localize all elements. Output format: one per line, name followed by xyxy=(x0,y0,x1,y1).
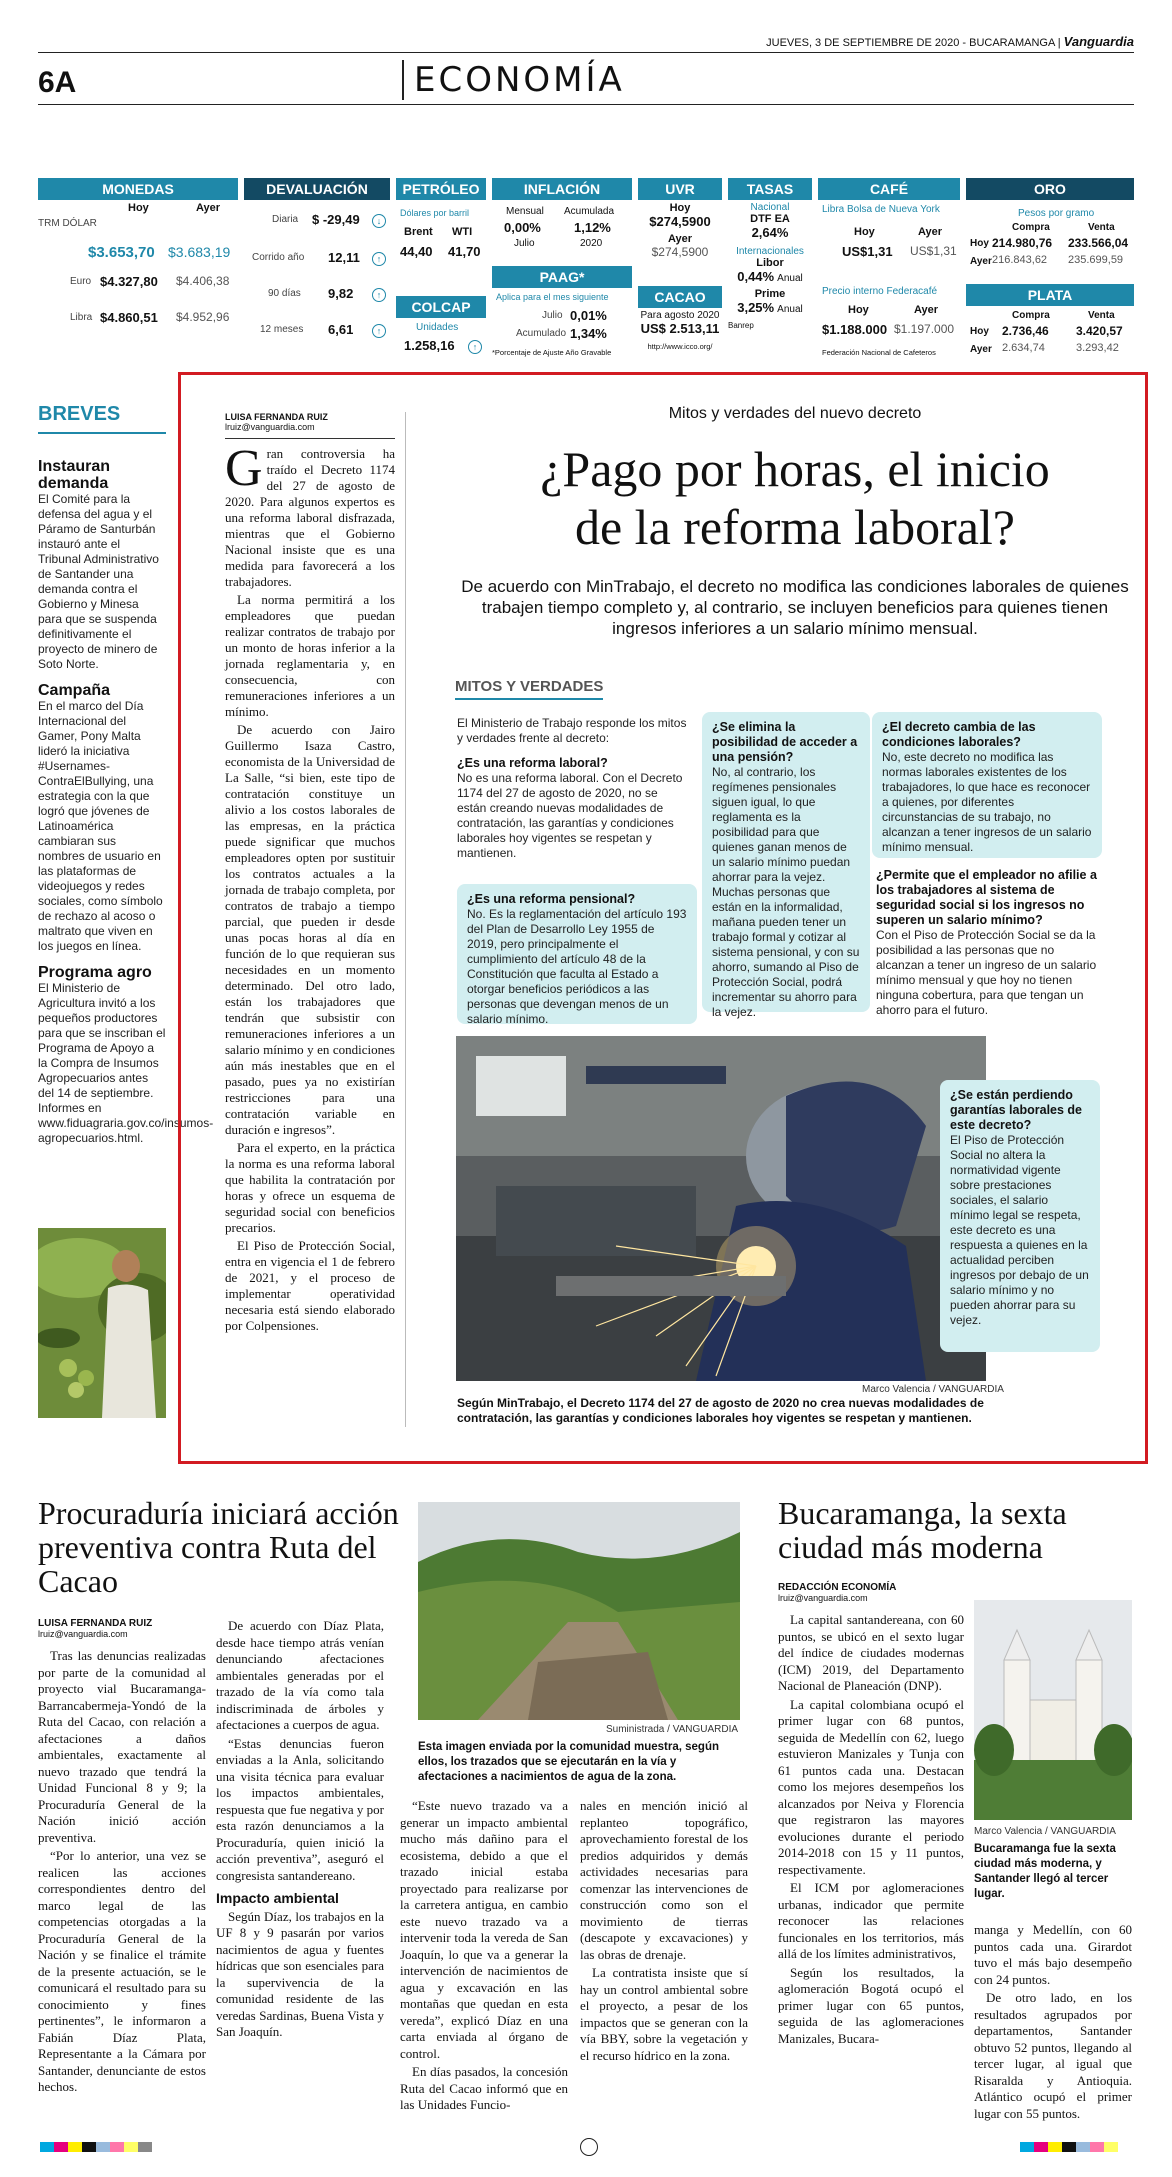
story2-col2 xyxy=(216,1618,384,2043)
question: ¿Permite que el empleador no afilie a los trabajadores al sistema de seguridad social si los ingresos no superen un salario mínimo? xyxy=(876,868,1097,927)
trm-label: TRM DÓLAR xyxy=(38,218,97,229)
dateline: JUEVES, 3 DE SEPTIEMBRE DE 2020 - BUCARAMANGA xyxy=(766,37,1055,49)
colcap-header: COLCAP xyxy=(396,296,486,318)
cacao-sub: Para agosto 2020 xyxy=(640,310,720,321)
qa-afiliacion xyxy=(876,868,1102,1018)
corrido-value: 12,11 xyxy=(328,250,360,265)
qa-box-garantias xyxy=(940,1080,1100,1352)
column-rule xyxy=(405,412,406,1427)
breve-heading: Campaña xyxy=(38,682,111,699)
mensual-value: 0,00% xyxy=(504,220,541,235)
section-title: ECONOMÍA xyxy=(402,60,625,100)
paag-julio-label: Julio xyxy=(542,310,563,321)
qa-box-pension xyxy=(702,712,870,1019)
cafe-int-hoy-label: Hoy xyxy=(848,304,869,316)
plata-hoy-compra: 2.736,46 xyxy=(1002,324,1049,338)
story2-paragraph: nales en mención inició al replanteo topográfico, aprovechamiento forestal de los predios adquiridos y demás actividades necesarias para comenzar las intervenciones de construcción como son el movimiento de tierras (descapote y excavaciones) y las obras de drenaje. xyxy=(580,1798,748,1962)
up-arrow-icon: ↑ xyxy=(372,288,386,302)
story2-paragraph: De acuerdo con Díaz Plata, desde hace tiempo atrás venían denunciando afectaciones ambientales generadas por el trazado de la vía como tala indiscriminada de árboles y afectaciones a cuerpos de agua. xyxy=(216,1618,384,1732)
plata-venta-label: Venta xyxy=(1088,310,1115,321)
cacao-value: US$ 2.513,11 xyxy=(640,321,720,336)
euro-label: Euro xyxy=(70,276,92,287)
uvr-ayer-value: $274,5900 xyxy=(651,245,709,259)
oro-panel xyxy=(966,202,1134,282)
breves-title: BREVES xyxy=(38,403,121,425)
cacao-source: http://www.icco.org/ xyxy=(647,342,713,351)
inflacion-panel xyxy=(492,202,632,262)
story3-author: REDACCIÓN ECONOMÍA xyxy=(778,1582,897,1593)
plata-header: PLATA xyxy=(966,284,1134,306)
wti-label: WTI xyxy=(452,226,473,238)
registration-mark-icon xyxy=(580,2138,598,2156)
brent-value: 44,40 xyxy=(400,244,433,259)
welder-photo xyxy=(456,1036,986,1381)
trm-hoy: $3.653,70 xyxy=(88,244,155,261)
plata-ayer-label: Ayer xyxy=(970,344,992,355)
brand-logo: Vanguardia xyxy=(1063,34,1134,49)
oro-hoy-venta: 233.566,04 xyxy=(1068,236,1129,250)
monedas-hoy-label: Hoy xyxy=(128,202,149,214)
plata-ayer-compra: 2.634,74 xyxy=(1002,342,1045,354)
story3-paragraph: De otro lado, en los resultados agrupados por departamentos, Santander obtuvo 52 puntos, llegando al tercer lugar, al igual que Risaralda y Antioquia. Atlántico ocupó el primer lugar con 55 puntos. xyxy=(974,1990,1132,2121)
monedas-panel xyxy=(38,202,238,362)
answer: No, este decreto no modifica las normas laborales existentes de los trabajadores, lo que hace es reconocer a quienes, por diferentes circunstancias de su trabajo, no alcanzan a tener ingresos de un salario mínimo mensual. xyxy=(882,750,1092,854)
main-paragraph: La norma permitirá a los empleadores que puedan realizar contratos de trabajo por un monto de horas inferior a la jornada reglamentaria y, en consecuencia, con remuneraciones inferiores a un mínimo. xyxy=(225,592,395,719)
story3-paragraph: El ICM por aglomeraciones urbanas, indicador que permite reconocer las relaciones funcionales en los territorios, más allá de los límites administrativos, xyxy=(778,1880,964,1961)
uvr-hoy-value: $274,5900 xyxy=(649,214,711,229)
story3-caption: Bucaramanga fue la sexta ciudad más moderna, y Santander llegó al tercer lugar. xyxy=(974,1843,1116,1900)
paag-header: PAAG* xyxy=(492,266,632,288)
cafe-sub: Libra Bolsa de Nueva York xyxy=(822,204,940,215)
oro-hoy-label: Hoy xyxy=(970,238,989,249)
photo-credit: Marco Valencia / VANGUARDIA xyxy=(862,1384,1004,1395)
question: ¿Es una reforma laboral? xyxy=(457,756,608,770)
question: ¿Se están perdiendo garantías laborales de este decreto? xyxy=(950,1088,1083,1132)
acumulada-value: 1,12% xyxy=(574,220,611,235)
diaria-value: $ -29,49 xyxy=(312,212,360,227)
trm-ayer: $3.683,19 xyxy=(168,244,231,260)
plata-hoy-venta: 3.420,57 xyxy=(1076,324,1123,338)
header-rule xyxy=(38,104,1134,105)
libra-label: Libra xyxy=(70,312,93,323)
story3-byline xyxy=(778,1582,896,1603)
m12-label: 12 meses xyxy=(260,324,304,335)
story2-paragraph: “Estas denuncias fueron enviadas a la Anla, solicitando una visita técnica para evaluar los impactos ambientales, respuesta que fue negativa y por esta razón denunciamos a la Procuraduría, quien inició la acción preventiva”, aseguró el congresista santandereano. xyxy=(216,1735,384,1883)
tasas-source: Banrep xyxy=(728,321,754,330)
mensual-label: Mensual xyxy=(506,206,544,217)
cafe-hoy-value: US$1,31 xyxy=(842,244,893,259)
question: ¿Es una reforma pensional? xyxy=(467,892,636,906)
main-paragraph: El Piso de Protección Social, entra en vigencia el 1 de febrero de 2021, y el proceso de implementar operatividad necesaria está siendo elaborado por Colpensiones. xyxy=(225,1238,395,1333)
headline-line: ¿Pago por horas, el inicio xyxy=(540,441,1050,497)
libor-label: Libor xyxy=(756,257,784,269)
corrido-label: Corrido año xyxy=(252,252,305,263)
story2-subhead: Impacto ambiental xyxy=(216,1890,339,1906)
up-arrow-icon: ↑ xyxy=(372,252,386,266)
story3-paragraph: La capital santandereana, con 60 puntos, se ubicó en el sexto lugar del índice de ciudades modernas (ICM) 2019, del Departamento Nacional de Planeación (DNP). xyxy=(778,1612,964,1693)
story3-paragraph: manga y Medellín, con 60 puntos cada una. Girardot tuvo el más bajo desempeño con 24 puntos. xyxy=(974,1922,1132,1987)
qa-box-pensional xyxy=(457,884,697,1024)
up-arrow-icon: ↑ xyxy=(372,324,386,338)
wti-value: 41,70 xyxy=(448,244,481,259)
cafe-hoy-label: Hoy xyxy=(854,226,875,238)
devaluacion-panel xyxy=(244,202,390,362)
main-headline xyxy=(450,440,1140,556)
color-registration-bar xyxy=(40,2142,152,2152)
answer: No es una reforma laboral. Con el Decreto 1174 del 27 de agosto de 2020, no se están creando nuevas modalidades de contratación, las garantías y condiciones laborales hoy vigentes se respetan y mantienen. xyxy=(457,771,683,860)
paag-julio-value: 0,01% xyxy=(570,308,607,323)
main-email: lruiz@vanguardia.com xyxy=(225,422,315,432)
acumulada-label: Acumulada xyxy=(564,206,615,217)
story2-headline: Procuraduría iniciará acción preventiva contra Ruta del Cacao xyxy=(38,1495,399,1599)
paag-acum-value: 1,34% xyxy=(570,326,607,341)
farmer-photo xyxy=(38,1228,166,1418)
page-number: 6A xyxy=(38,66,77,99)
tasas-panel xyxy=(728,202,812,362)
cacao-header: CACAO xyxy=(638,286,722,308)
story2-col1 xyxy=(38,1648,206,2098)
down-arrow-icon: ↓ xyxy=(372,214,386,228)
dateline-bar: JUEVES, 3 DE SEPTIEMBRE DE 2020 - BUCARAMANGA | Vanguardia xyxy=(38,34,1134,53)
paag-sub: Aplica para el mes siguiente xyxy=(496,292,609,302)
cafe-interno-label: Precio interno Federacafé xyxy=(822,286,938,297)
story2-email: lruiz@vanguardia.com xyxy=(38,1629,128,1639)
petroleo-header: PETRÓLEO xyxy=(396,178,486,200)
mitos-column-1 xyxy=(457,716,687,861)
breves-rule xyxy=(38,432,166,434)
cafe-ayer-label: Ayer xyxy=(918,226,943,238)
breve-text: El Ministerio de Agricultura invitó a los pequeños productores para que se inscriban el Programa de Apoyo a la Compra de Insumos Agropecuarios antes del 14 de septiembre. Informes en www.fiduagraria.gov.co/insumos-agropecuarios.html. xyxy=(38,981,214,1145)
answer: Con el Piso de Protección Social se da la posibilidad a las personas que no alcanzan a tener un ingreso de un salario mínimo mensual y que hoy no tienen ninguna cobertura, para que tengan un ahorro para el futuro. xyxy=(876,928,1097,1017)
story2-paragraph: En días pasados, la concesión Ruta del Cacao informó que en las Unidades Funcio- xyxy=(400,2064,568,2112)
main-paragraph: Para el experto, en la práctica la norma es una reforma laboral que habilita la contratación por horas y ofrece un esquema de seguridad social con beneficios precarios. xyxy=(225,1140,395,1235)
story3-paragraph: Según los resultados, la aglomeración Bogotá ocupó el primer lugar con 65 puntos, seguida de las aglomeraciones Manizales, Bucara- xyxy=(778,1964,964,2046)
plata-compra-label: Compra xyxy=(1012,310,1050,321)
plata-panel xyxy=(966,308,1134,362)
breve-heading: Programa agro xyxy=(38,964,152,981)
story2-photo-credit: Suministrada / VANGUARDIA xyxy=(606,1724,739,1735)
monedas-header: MONEDAS xyxy=(38,178,238,200)
story2-paragraph: Tras las denuncias realizadas por parte de la comunidad al proyecto vial Bucaramanga-Barrancabermeja-Yondó de la Ruta del Cacao, con relación a afectaciones a daños ambientales, exactamente al nuevo trazado que tendrá la Unidad Funcional 8 y 9; la Procuraduría General de la Nación inició acción preventiva. xyxy=(38,1648,206,1845)
story3-photo-credit: Marco Valencia / VANGUARDIA xyxy=(974,1826,1116,1837)
oro-header: ORO xyxy=(966,178,1134,200)
cafe-header: CAFÉ xyxy=(818,178,960,200)
story3-email: lruiz@vanguardia.com xyxy=(778,1593,868,1603)
oro-sub: Pesos por gramo xyxy=(1018,208,1095,219)
breve-text: El Comité para la defensa del agua y el Páramo de Santurbán instauró ante el Tribunal Administrativo de Santander una demanda contra el Gobierno y Minesa para que se suspenda definitivamente el proyecto de minero de Soto Norte. xyxy=(38,492,159,671)
colcap-panel xyxy=(396,320,486,360)
tasas-intl-label: Internacionales xyxy=(736,246,804,257)
dtf-label: DTF EA xyxy=(750,213,790,225)
cafe-int-ayer-value: $1.197.000 xyxy=(894,322,955,336)
inflacion-header: INFLACIÓN xyxy=(492,178,632,200)
main-paragraph: ran controversia ha traído el Decreto 1174 del 27 de agosto de 2020. Para algunos expertos es una reforma laboral disfrazada, mientras que el Gobierno Nacional insiste que es una medida para favorecerá a los trabajadores. xyxy=(225,446,395,589)
question: ¿El decreto cambia de las condiciones laborales? xyxy=(882,720,1036,749)
monedas-ayer-label: Ayer xyxy=(196,202,221,214)
euro-hoy: $4.327,80 xyxy=(100,274,158,289)
story2-paragraph: “Este nuevo trazado va a generar un impacto ambiental mucho más dañino para el ecosistema, debido a que el trazado inicial estaba proyectado para realizarse por la carretera antigua, en cambio este nuevo trazado va a intervenir toda la vereda de San Joaquín, lo que va a generar la intervención de nacimientos de agua y excavación en las montañas que quedan en esta vereda”, explicó Díaz en una carta enviada al órgano de control. xyxy=(400,1798,568,2061)
color-registration-bar xyxy=(1020,2142,1118,2152)
photo-caption: Según MinTrabajo, el Decreto 1174 del 27 de agosto de 2020 no crea nuevas modalidades de contratación, las garantías y condiciones laborales hoy vigentes se respetan y mantienen. xyxy=(457,1396,984,1425)
plata-ayer-venta: 3.293,42 xyxy=(1076,342,1119,354)
main-paragraph: De acuerdo con Jairo Guillermo Isaza Castro, economista de la Universidad de La Salle, “si bien, este tipo de contratación constituye un alivio a los costos laborales de las empresas, en la práctica puede significar que muchos empleadores opten por sustituir los contratos actuales a la jornada de trabajo completa, por contratos de trabajo a tiempo parcial, que pueden ir desde unas pocas horas al día en función de lo que requieran sus necesidades en un momento determinado. Del otro lado, están los trabajadores que tendrán que subsistir con remuneraciones inferiores a un salario mínimo y en condiciones aún más inestables que en el pasado, pues ya no existirían restricciones para una contratación variable en duración e ingresos”. xyxy=(225,722,395,1137)
mitos-intro: El Ministerio de Trabajo responde los mitos y verdades frente al decreto: xyxy=(457,716,687,745)
d90-label: 90 días xyxy=(268,288,301,299)
byline-rule xyxy=(225,438,395,439)
answer: No, al contrario, los regímenes pensionales siguen igual, lo que reglamenta es la posibilidad para que quienes ganan menos de un salario mínimo puedan ahorrar para la vejez. Muchas personas que están en la informalidad, mañana pueden tener un trabajo formal y cotizar al sistema pensional, y con su ahorro, sumando al Piso de Protección Social, podrá incrementar su ahorro para la vejez. xyxy=(712,765,860,1019)
uvr-header: UVR xyxy=(638,178,722,200)
colcap-value: 1.258,16 xyxy=(404,338,455,353)
oro-ayer-venta: 235.699,59 xyxy=(1068,254,1124,266)
tasas-header: TASAS xyxy=(728,178,812,200)
euro-ayer: $4.406,38 xyxy=(176,274,230,288)
brent-label: Brent xyxy=(404,226,433,238)
story3-paragraph: La capital colombiana ocupó el primer lugar con 68 puntos, seguida de Medellín con 62, luego estuvieron Manizales y Tunja con 61 puntos cada una. Destacan como los mejores desempeños los alcanzados por Neiva y Florencia que registraron las mayores evoluciones durante el periodo 2014-2018 con 15 y 11 puntos, respectivamente. xyxy=(778,1696,964,1877)
libor-value: 0,44% xyxy=(737,269,775,284)
prime-unit: Anual xyxy=(777,304,803,315)
dtf-value: 2,64% xyxy=(751,225,789,240)
paag-panel xyxy=(492,290,632,362)
libra-hoy: $4.860,51 xyxy=(100,310,158,325)
story2-caption: Esta imagen enviada por la comunidad muestra, según ellos, los trazados que se ejecutarán en la vía y afectaciones a nacimientos de agua de la zona. xyxy=(418,1741,719,1783)
uvr-ayer-label: Ayer xyxy=(667,233,693,245)
main-author: LUISA FERNANDA RUIZ xyxy=(225,412,328,422)
story2-author: LUISA FERNANDA RUIZ xyxy=(38,1618,153,1629)
breve-text: En el marco del Día Internacional del Gamer, Pony Malta lideró la iniciativa #Usernames-ContraElBullying, una estrategia con la que logró que jóvenes de Latinoamérica cambiaran sus nombres de usuario en las plataformas de videojuegos y redes sociales, como símbolo de rechazo al acoso o maltrato que viven en los juegos en línea. xyxy=(38,699,163,953)
qa-box-condiciones xyxy=(872,712,1102,858)
libor-unit: Anual xyxy=(777,273,803,284)
main-body xyxy=(225,440,395,1336)
libra-ayer: $4.952,96 xyxy=(176,310,230,324)
oro-hoy-compra: 214.980,76 xyxy=(992,236,1053,250)
prime-value: 3,25% xyxy=(737,300,775,315)
colcap-sub: Unidades xyxy=(416,322,459,333)
petroleo-sub: Dólares por barril xyxy=(400,208,470,218)
mitos-title: MITOS Y VERDADES xyxy=(455,678,603,700)
story3-headline: Bucaramanga, la sexta ciudad más moderna xyxy=(778,1495,1067,1565)
diaria-label: Diaria xyxy=(272,214,299,225)
plata-hoy-label: Hoy xyxy=(970,326,989,337)
uvr-panel xyxy=(638,202,722,282)
oro-ayer-compra: 216.843,62 xyxy=(992,254,1048,266)
oro-venta-label: Venta xyxy=(1088,222,1115,233)
headline-line: de la reforma laboral? xyxy=(574,499,1015,555)
story2-col3 xyxy=(400,1798,568,2116)
uvr-hoy-label: Hoy xyxy=(669,202,691,214)
mensual-sub: Julio xyxy=(514,238,535,249)
question: ¿Se elimina la posibilidad de acceder a una pensión? xyxy=(712,720,858,764)
acumulada-sub: 2020 xyxy=(580,238,603,249)
paag-acum-label: Acumulado xyxy=(516,328,567,339)
story3-col2 xyxy=(974,1922,1132,2124)
cafe-int-hoy-value: $1.188.000 xyxy=(822,322,888,337)
church-photo xyxy=(974,1600,1132,1820)
drop-cap: G xyxy=(225,440,263,497)
road-photo xyxy=(418,1502,740,1720)
m12-value: 6,61 xyxy=(328,322,354,337)
answer: No. Es la reglamentación del artículo 193 del Plan de Desarrollo Ley 1955 de 2019, pero principalmente el cumplimiento del artículo 48 de la Constitución que faculta al Estado a otorgar beneficios periódicos a las personas que devengan menos de un salario mínimo. xyxy=(467,907,687,1026)
story2-paragraph: Según Díaz, los trabajos en la UF 8 y 9 pasarán por varios nacimientos de agua y fuentes hídricas que son esenciales para la supervivencia de la comunidad residente de las veredas Sardinas, Buena Vista y San Joaquín. xyxy=(216,1908,384,2039)
cafe-int-ayer-label: Ayer xyxy=(914,304,939,316)
up-arrow-icon: ↑ xyxy=(468,340,482,354)
main-byline xyxy=(225,412,328,432)
breves-column xyxy=(38,458,214,1154)
answer: El Piso de Protección Social no altera la normatividad vigente sobre prestaciones sociales, el salario mínimo legal se respeta, este decreto es una respuesta a quienes en la actualidad perciben ingresos por debajo de un salario mínimo y no pueden ahorrar para su vejez. xyxy=(950,1133,1089,1327)
story2-byline xyxy=(38,1618,152,1639)
prime-label: Prime xyxy=(754,288,786,300)
devaluacion-header: DEVALUACIÓN xyxy=(244,178,390,200)
main-dek: De acuerdo con MinTrabajo, el decreto no modifica las condiciones laborales de quienes trabajen tiempo completo y, al contrario, se incluyen beneficios para quienes tienen ingresos inferiores a un salario mínimo mensual. xyxy=(461,577,1129,638)
cafe-source: Federación Nacional de Cafeteros xyxy=(822,348,936,357)
story2-paragraph: “Por lo anterior, una vez se realicen las acciones correspondientes dentro del marco legal de las competencias otorgadas a la Procuraduría General de la Nación y se finalice el trámite de la presente actuación, se le comunicará el resultado para su conocimiento y fines pertinentes”, le informaron a Fabián Díaz Plata, Representante a la Cámara por Santander, denunciante de estos hechos. xyxy=(38,1848,206,2094)
cafe-panel xyxy=(818,202,960,362)
tasas-nacional-label: Nacional xyxy=(750,202,790,213)
cacao-panel xyxy=(638,310,722,362)
oro-compra-label: Compra xyxy=(1012,222,1050,233)
cafe-ayer-value: US$1,31 xyxy=(910,244,957,258)
story2-paragraph: La contratista insiste que sí hay un control ambiental sobre el proyecto, a pesar de los impactos que se generan con la vía BBY, sobre la vegetación y el recurso hídrico en la zona. xyxy=(580,1965,748,2063)
breve-heading: Instauran demanda xyxy=(38,458,111,492)
petroleo-panel xyxy=(396,202,486,292)
oro-ayer-label: Ayer xyxy=(970,256,992,267)
story3-col1 xyxy=(778,1612,964,2049)
story2-col4 xyxy=(580,1798,748,2066)
paag-note: *Porcentaje de Ajuste Año Gravable xyxy=(492,348,612,357)
d90-value: 9,82 xyxy=(328,286,354,301)
main-kicker: Mitos y verdades del nuevo decreto xyxy=(668,405,922,422)
